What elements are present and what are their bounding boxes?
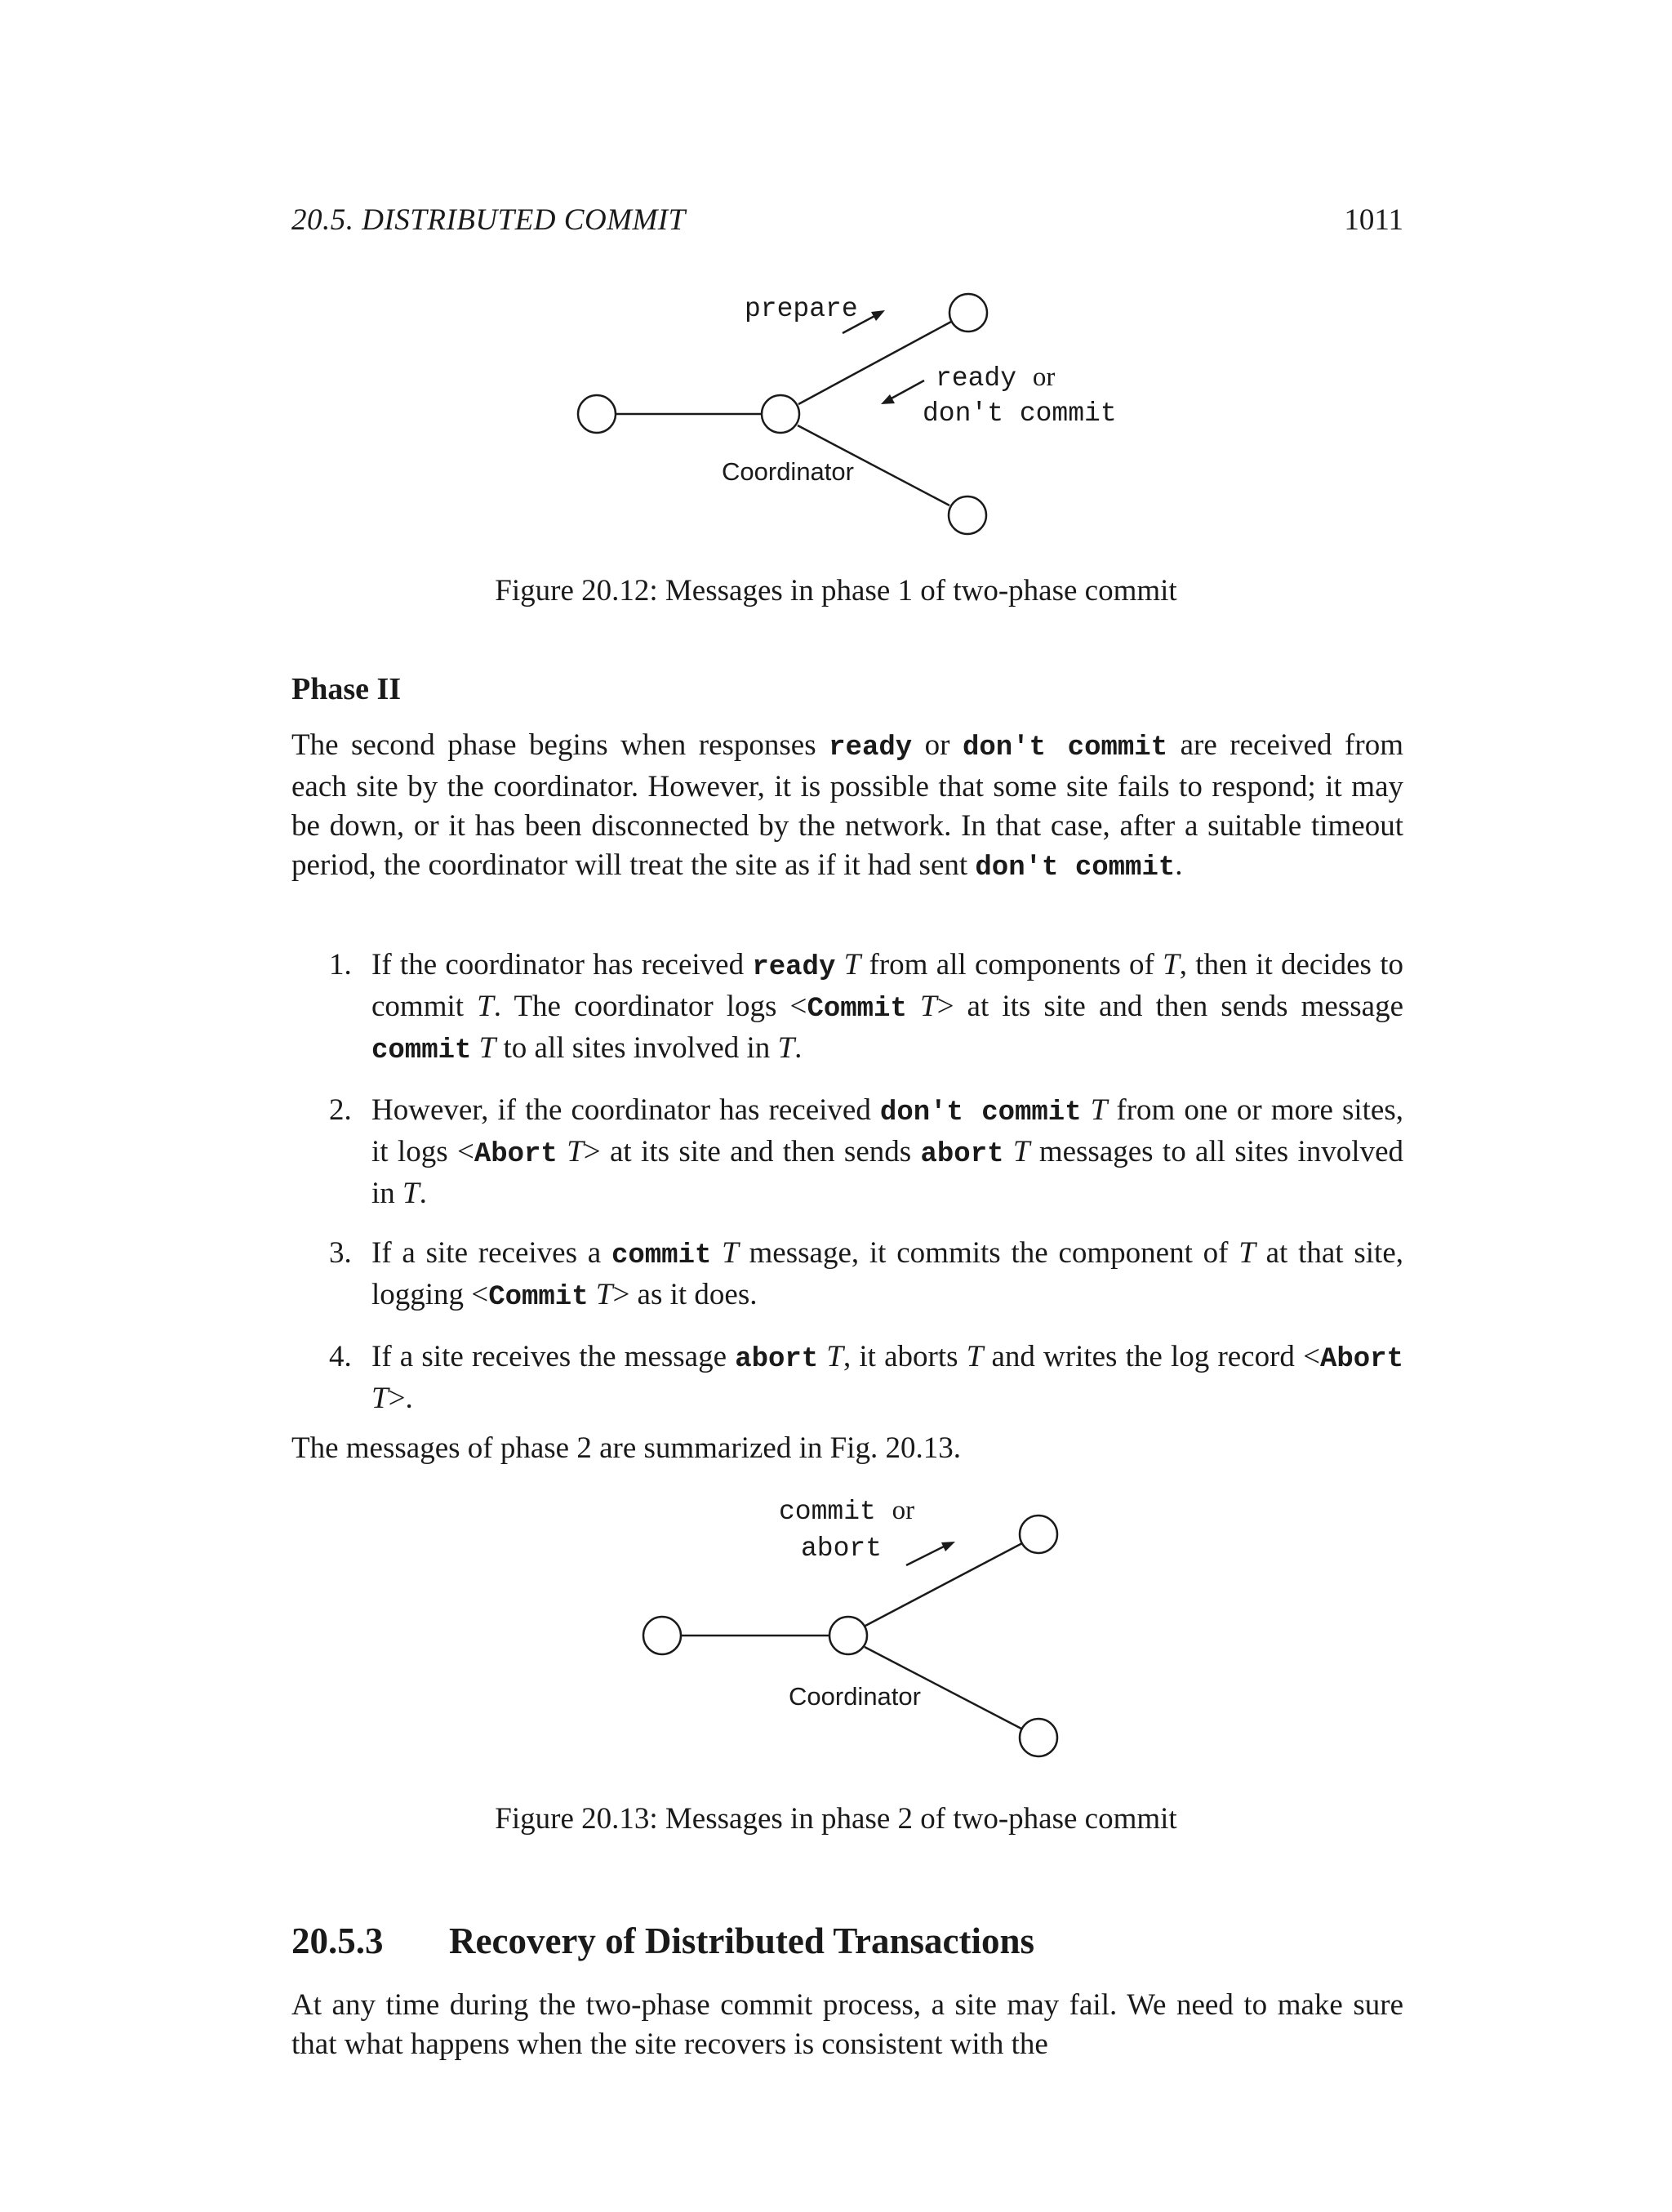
label-commit xyxy=(779,1498,914,1525)
edge-coordinator-upper xyxy=(865,1543,1022,1626)
running-header xyxy=(291,203,1403,243)
label-coordinator: Coordinator xyxy=(722,457,854,486)
figure-20-12 xyxy=(0,278,1672,588)
label-or: or xyxy=(1032,363,1056,392)
node-lower-site xyxy=(1020,1719,1057,1756)
list-item: 4. If a site receives the message abort T, it aborts T and writes the log record <Abort T>. xyxy=(329,1340,1403,1415)
phase1-diagram xyxy=(0,278,1672,588)
phase-ii-paragraph: The second phase begins when responses ready or don't commit are received from each site by the coordinator. However, it is possible that some site fails to respond; it may be down, or it has been disconnected by the network. In that case, after a suitable timeout period, the coordinator will treat the site as if it had sent don't commit. xyxy=(291,728,1403,883)
label-commit-word: commit xyxy=(779,1497,876,1527)
node-left-site xyxy=(578,395,616,433)
label-or: or xyxy=(892,1496,915,1525)
phase-2-summary: The messages of phase 2 are summarized in Fig. 20.13. xyxy=(291,1431,961,1465)
section-heading-title: Recovery of Distributed Transactions xyxy=(449,1920,1035,1961)
list-item: 3. If a site receives a commit T message, it commits the component of T at that site, logging <Commit T> as it does. xyxy=(329,1236,1403,1313)
phase2-diagram xyxy=(0,1486,1672,1780)
figure-20-13 xyxy=(0,1486,1672,1780)
section-title: 20.5. DISTRIBUTED COMMIT xyxy=(291,203,686,237)
list-item: 2. However, if the coordinator has received don't commit T from one or more sites, it logs <Abort T> at its site and then sends abort T messages to all sites involved in T. xyxy=(329,1093,1403,1210)
label-dont-commit: don't commit xyxy=(923,398,1117,429)
node-upper-site xyxy=(1020,1515,1057,1553)
edge-coordinator-upper xyxy=(798,322,951,404)
section-paragraph: At any time during the two-phase commit process, a site may fail. We need to make sure that what happens when the site recovers is consistent with the xyxy=(291,1988,1403,2061)
phase-ii-rules-list xyxy=(291,946,1403,1439)
phase-ii-heading: Phase II xyxy=(291,672,402,706)
label-ready xyxy=(936,364,1055,392)
node-coordinator xyxy=(762,395,799,433)
label-abort: abort xyxy=(801,1533,883,1564)
arrowhead-prepare xyxy=(871,310,885,321)
list-item: 1. If the coordinator has received ready T from all components of T, then it decides to commit T. The coordinator logs <Commit T> at its site and then sends message commit T to all sites involved in T. xyxy=(329,948,1404,1066)
arrowhead-response xyxy=(881,394,895,404)
arrow-response xyxy=(888,381,924,400)
node-coordinator xyxy=(829,1617,867,1654)
section-number: 20.5.3 xyxy=(291,1920,384,1961)
arrow-commit-abort xyxy=(906,1545,947,1565)
figure-20-13-caption: Figure 20.13: Messages in phase 2 of two-phase commit xyxy=(495,1802,1177,1836)
node-lower-site xyxy=(949,496,986,534)
node-upper-site xyxy=(949,294,987,332)
label-coordinator: Coordinator xyxy=(789,1682,921,1711)
section-heading xyxy=(291,1920,1034,1962)
figure-20-12-caption: Figure 20.12: Messages in phase 1 of two-phase commit xyxy=(495,574,1177,608)
node-left-site xyxy=(643,1617,681,1654)
label-ready-word: ready xyxy=(936,363,1017,394)
page-number: 1011 xyxy=(1344,203,1403,237)
arrowhead-commit-abort xyxy=(941,1542,955,1551)
label-prepare: prepare xyxy=(745,294,858,324)
